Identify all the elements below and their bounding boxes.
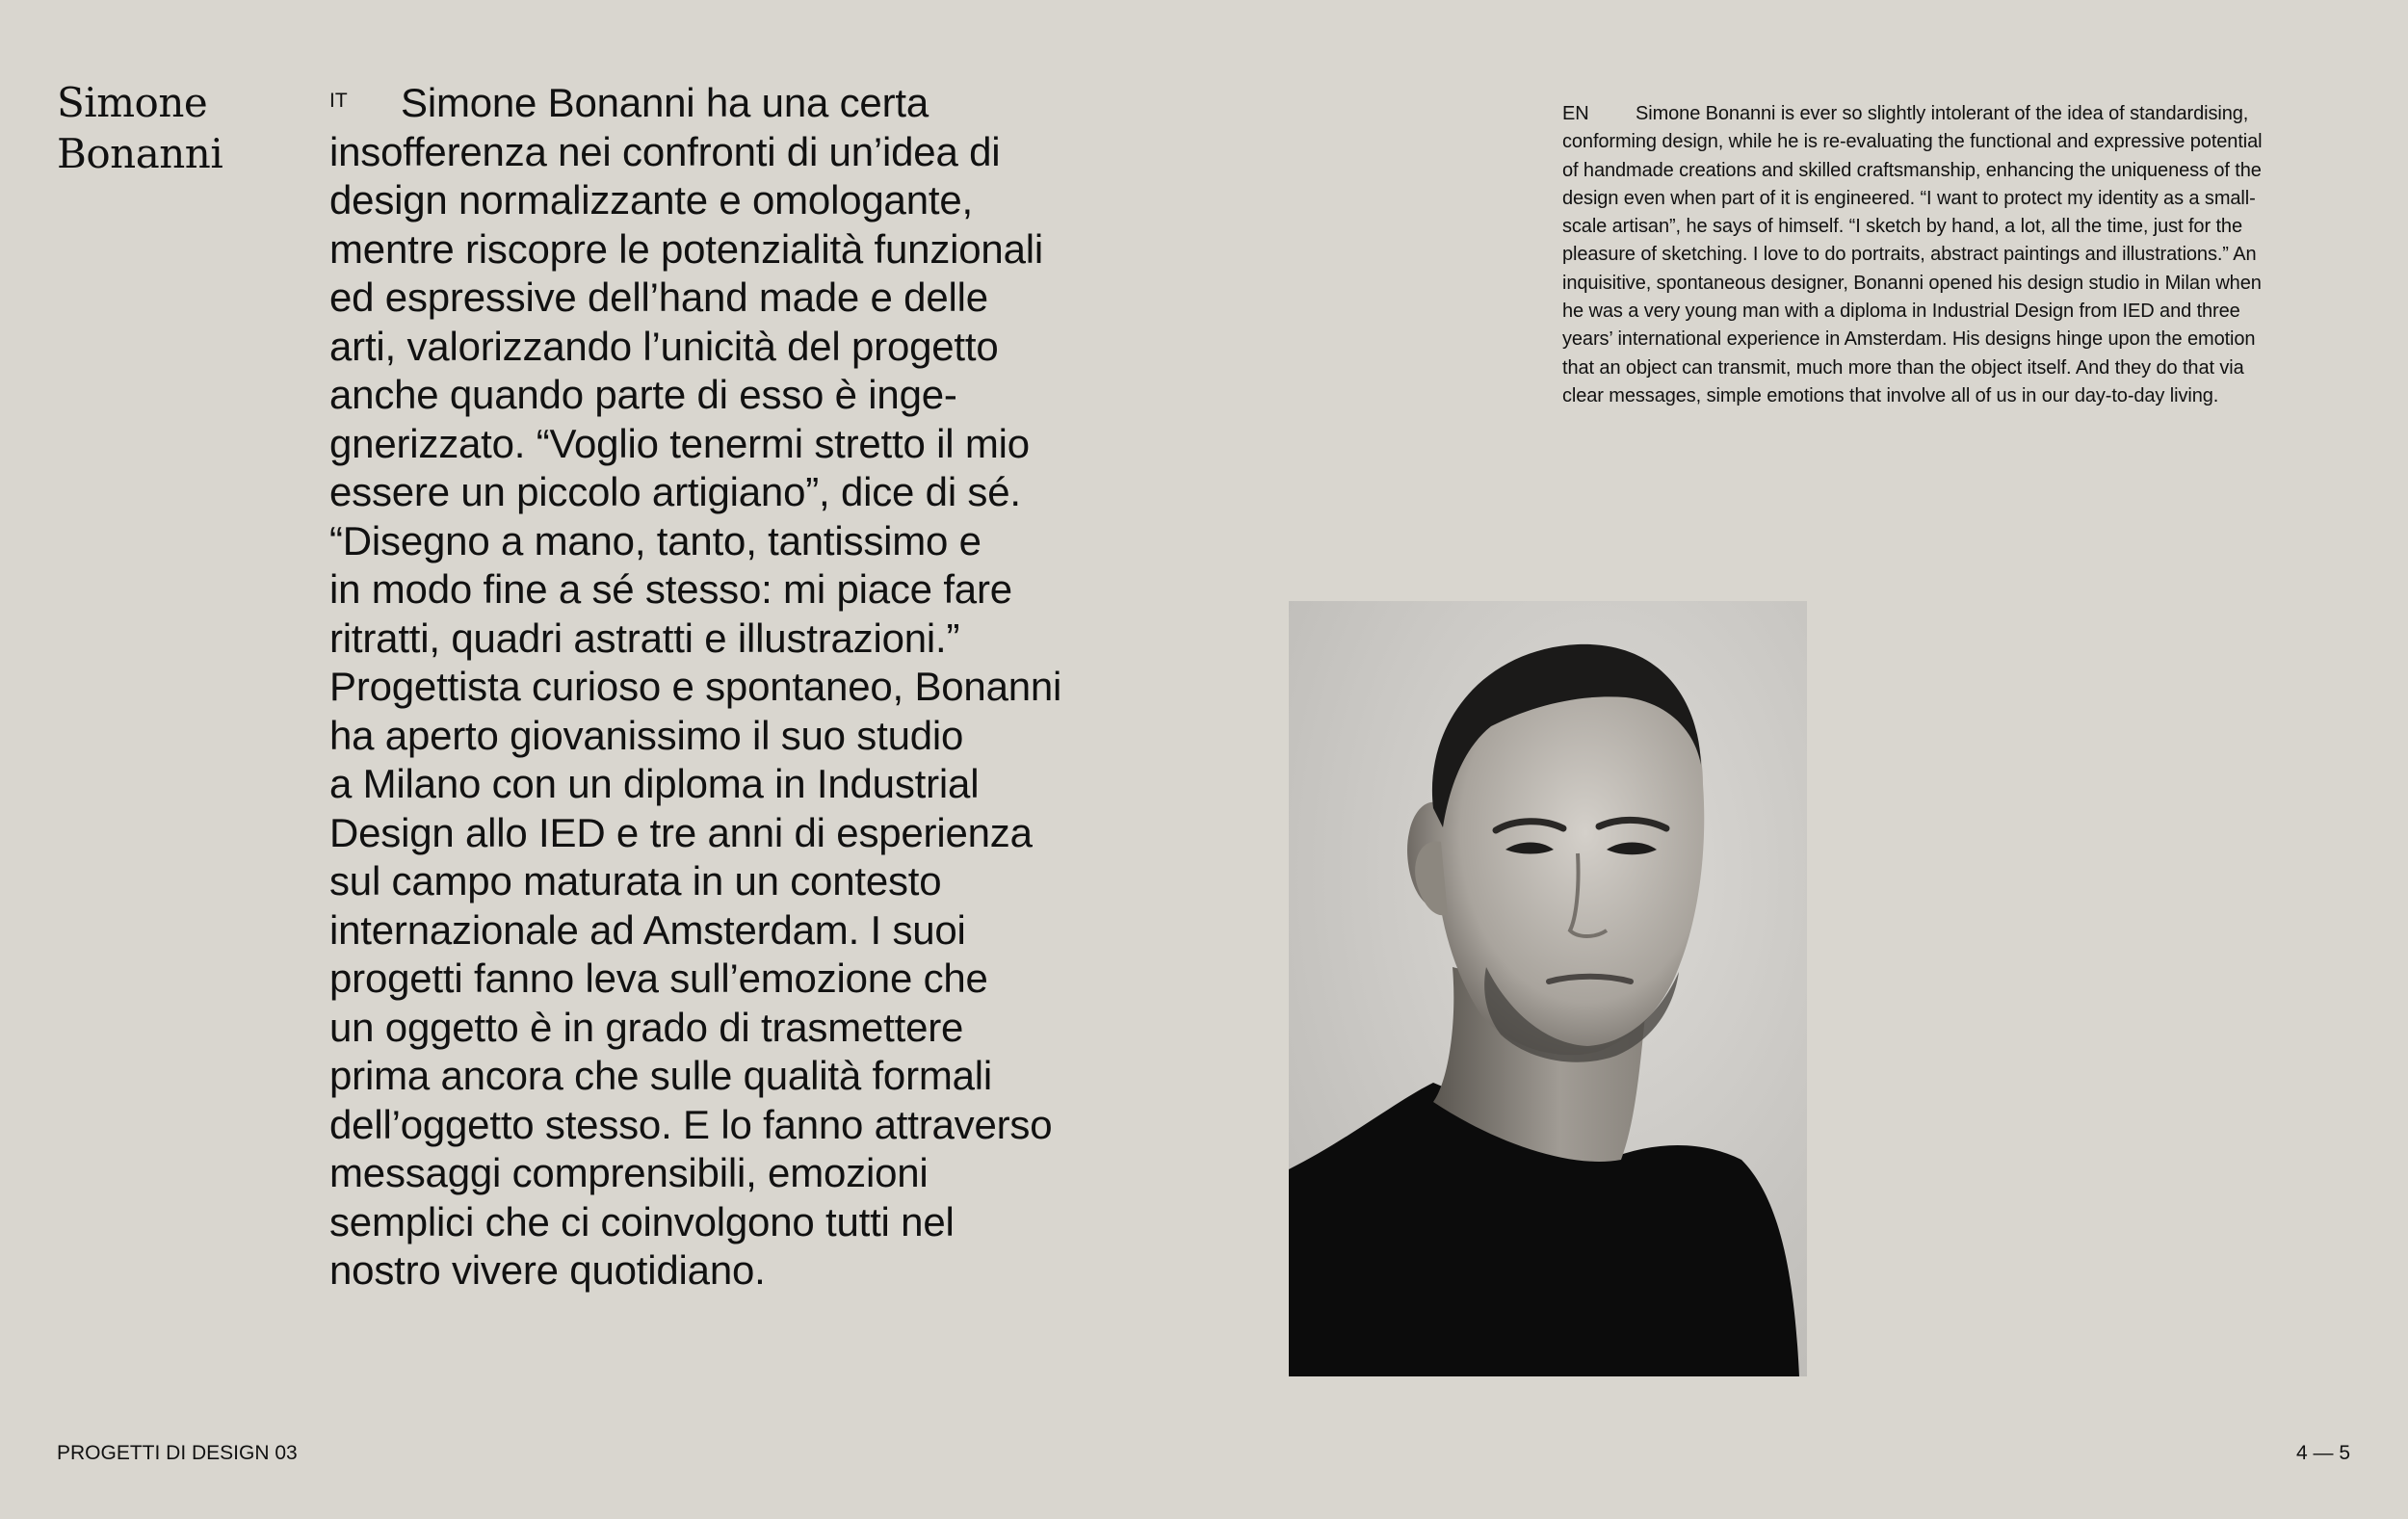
italian-language-tag: IT bbox=[329, 90, 348, 112]
author-name bbox=[57, 77, 307, 179]
italian-line: a Milano con un diploma in Industrial bbox=[329, 761, 980, 806]
italian-line: dell’oggetto stesso. E lo fanno attraverso bbox=[329, 1101, 1053, 1147]
italian-line: nostro vivere quotidiano. bbox=[329, 1247, 766, 1293]
english-line: inquisitive, spontaneous designer, Bonanni opened his design studio in Milan when bbox=[1562, 272, 2262, 294]
italian-line: “Disegno a mano, tanto, tantissimo e bbox=[329, 517, 982, 563]
english-text-block bbox=[1562, 100, 2362, 410]
italian-line: ritratti, quadri astratti e illustrazioni.” bbox=[329, 615, 960, 661]
italian-line: un oggetto è in grado di trasmettere bbox=[329, 1004, 964, 1050]
italian-line: essere un piccolo artigiano”, dice di sé. bbox=[329, 469, 1021, 514]
italian-line: mentre riscopre le potenzialità funzionali bbox=[329, 225, 1043, 272]
english-paragraph bbox=[1562, 100, 2362, 410]
english-line: design even when part of it is engineered. “I want to protect my identity as a small- bbox=[1562, 187, 2256, 209]
italian-line: insofferenza nei confronti di un’idea di bbox=[329, 128, 1001, 174]
italian-line: prima ancora che sulle qualità formali bbox=[329, 1053, 993, 1098]
english-line: clear messages, simple emotions that involve all of us in our day-to-day living. bbox=[1562, 384, 2219, 406]
english-line: years’ international experience in Amsterdam. His designs hinge upon the emotion bbox=[1562, 328, 2256, 351]
italian-line: gnerizzato. “Voglio tenermi stretto il mio bbox=[329, 420, 1030, 466]
page-numbers: 4 — 5 bbox=[2295, 1442, 2350, 1464]
italian-line: Simone Bonanni ha una certa bbox=[401, 80, 929, 125]
portrait-illustration bbox=[1289, 601, 1807, 1376]
italian-line: arti, valorizzando l’unicità del progetto bbox=[329, 323, 999, 369]
italian-line: ed espressive dell’hand made e delle bbox=[329, 275, 988, 320]
english-line: conforming design, while he is re-evaluating the functional and expressive potential bbox=[1562, 131, 2263, 153]
italian-text-block bbox=[329, 79, 1100, 1296]
english-language-tag: EN bbox=[1562, 103, 1589, 124]
italian-line: in modo fine a sé stesso: mi piace fare bbox=[329, 566, 1012, 612]
italian-line: Design allo IED e tre anni di esperienza bbox=[329, 809, 1033, 855]
english-line-text: Simone Bonanni is ever so slightly intolerant of the idea of standardising, bbox=[1636, 103, 2249, 124]
english-line: that an object can transmit, much more than the object itself. And they do that via bbox=[1562, 356, 2244, 379]
italian-line: ha aperto giovanissimo il suo studio bbox=[329, 712, 964, 758]
italian-line: internazionale ad Amsterdam. I suoi bbox=[329, 906, 966, 953]
italian-paragraph bbox=[329, 79, 1100, 1296]
italian-line: anche quando parte di esso è inge- bbox=[329, 372, 957, 417]
portrait-photo bbox=[1289, 601, 1807, 1376]
english-line: of handmade creations and skilled craftsmanship, enhancing the uniqueness of the bbox=[1562, 159, 2262, 181]
english-line: scale artisan”, he says of himself. “I sketch by hand, a lot, all the time, just for the bbox=[1562, 216, 2242, 238]
author-last-name: Bonanni bbox=[57, 130, 223, 177]
italian-line: messaggi comprensibili, emozioni bbox=[329, 1150, 929, 1195]
publication-footer: PROGETTI DI DESIGN 03 bbox=[57, 1442, 298, 1464]
italian-line: sul campo maturata in un contesto bbox=[329, 858, 942, 904]
italian-line: design normalizzante e omologante, bbox=[329, 177, 973, 223]
english-line bbox=[1562, 100, 2362, 128]
italian-line: progetti fanno leva sull’emozione che bbox=[329, 956, 988, 1001]
italian-line: semplici che ci coinvolgono tutti nel bbox=[329, 1198, 955, 1244]
italian-line: Progettista curioso e spontaneo, Bonanni bbox=[329, 664, 1062, 709]
author-first-name: Simone bbox=[57, 79, 208, 126]
english-line: pleasure of sketching. I love to do portraits, abstract paintings and illustrations.” An bbox=[1562, 244, 2257, 266]
english-line: he was a very young man with a diploma in Industrial Design from IED and three bbox=[1562, 301, 2240, 323]
